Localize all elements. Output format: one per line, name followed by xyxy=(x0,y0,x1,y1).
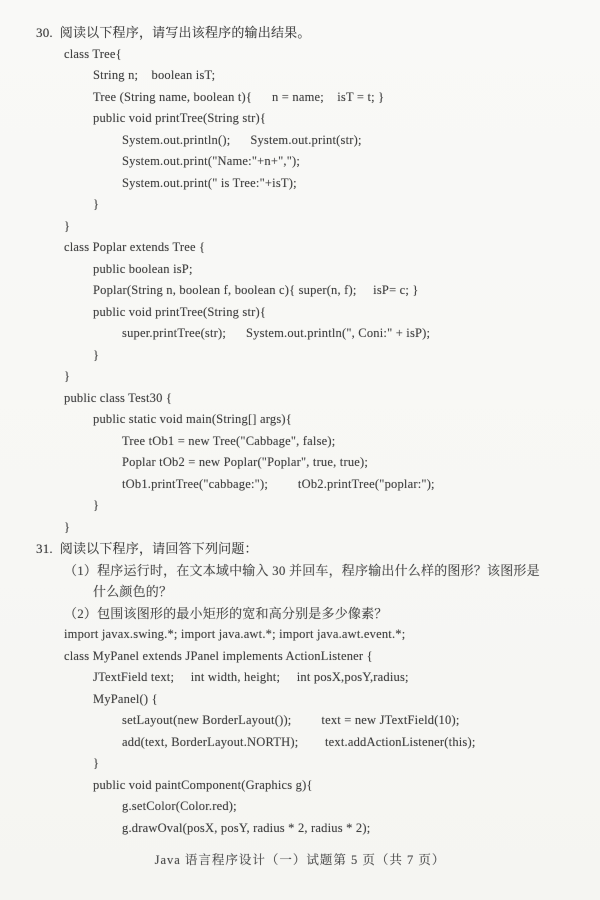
code-line: class Poplar extends Tree { xyxy=(64,240,206,254)
code-line: System.out.println(); System.out.print(str); xyxy=(122,132,362,147)
code-line: } xyxy=(93,347,100,362)
code-line: public boolean isP; xyxy=(93,261,193,276)
code-line: public void printTree(String str){ xyxy=(93,111,267,125)
document-lines xyxy=(0,22,600,839)
code-line: MyPanel() { xyxy=(93,691,158,706)
page-footer: Java 语言程序设计（一）试题第 5 页（共 7 页） xyxy=(154,853,446,867)
code-line: } xyxy=(64,218,71,233)
code-line: System.out.print("Name:"+n+","); xyxy=(122,154,301,168)
code-line: super.printTree(str); System.out.println(", Coni:" + isP); xyxy=(122,326,431,340)
code-line: } xyxy=(93,197,100,211)
code-line: import javax.swing.*; import java.awt.*; import java.awt.event.*; xyxy=(64,627,406,641)
code-line: public class Test30 { xyxy=(64,390,173,405)
code-line: System.out.print(" is Tree:"+isT); xyxy=(122,175,297,190)
code-line: } xyxy=(93,756,100,770)
code-line: public static void main(String[] args){ xyxy=(93,412,292,426)
code-line: JTextField text; int width, height; int posX,posY,radius; xyxy=(93,670,409,684)
code-line: class MyPanel extends JPanel implements ActionListener { xyxy=(64,648,373,663)
code-line: String n; boolean isT; xyxy=(93,68,216,82)
code-line: Poplar(String n, boolean f, boolean c){ super(n, f); isP= c; } xyxy=(93,283,419,297)
code-line: Poplar tOb2 = new Poplar("Poplar", true, true); xyxy=(122,455,369,469)
question-text: 什么颜色的？ xyxy=(93,584,173,599)
code-line: Tree tOb1 = new Tree("Cabbage", false); xyxy=(122,433,336,448)
code-line: public void paintComponent(Graphics g){ xyxy=(93,777,313,792)
code-line: Tree (String name, boolean t){ n = name; isT = t; } xyxy=(93,89,385,104)
question-heading: 30. 阅读以下程序，请写出该程序的输出结果。 xyxy=(36,25,311,40)
code-line: class Tree{ xyxy=(64,46,122,61)
code-line: setLayout(new BorderLayout()); text = new JTextField(10); xyxy=(122,713,460,727)
question-text: （1）程序运行时，在文本域中输入 30 并回车，程序输出什么样的图形？该图形是 xyxy=(64,562,540,578)
code-line: g.drawOval(posX, posY, radius * 2, radius * 2); xyxy=(122,820,371,835)
code-line: add(text, BorderLayout.NORTH); text.addActionListener(this); xyxy=(122,734,476,749)
question-heading: 31. 阅读以下程序，请回答下列问题： xyxy=(36,541,258,556)
code-line: } xyxy=(64,369,71,383)
code-line: g.setColor(Color.red); xyxy=(122,799,237,813)
question-text: （2）包围该图形的最小矩形的宽和高分别是多少像素？ xyxy=(64,605,388,621)
code-line: } xyxy=(93,498,100,512)
code-line: } xyxy=(64,519,71,534)
code-line: tOb1.printTree("cabbage:"); tOb2.printTree("poplar:"); xyxy=(122,476,435,491)
code-line: public void printTree(String str){ xyxy=(93,304,267,319)
